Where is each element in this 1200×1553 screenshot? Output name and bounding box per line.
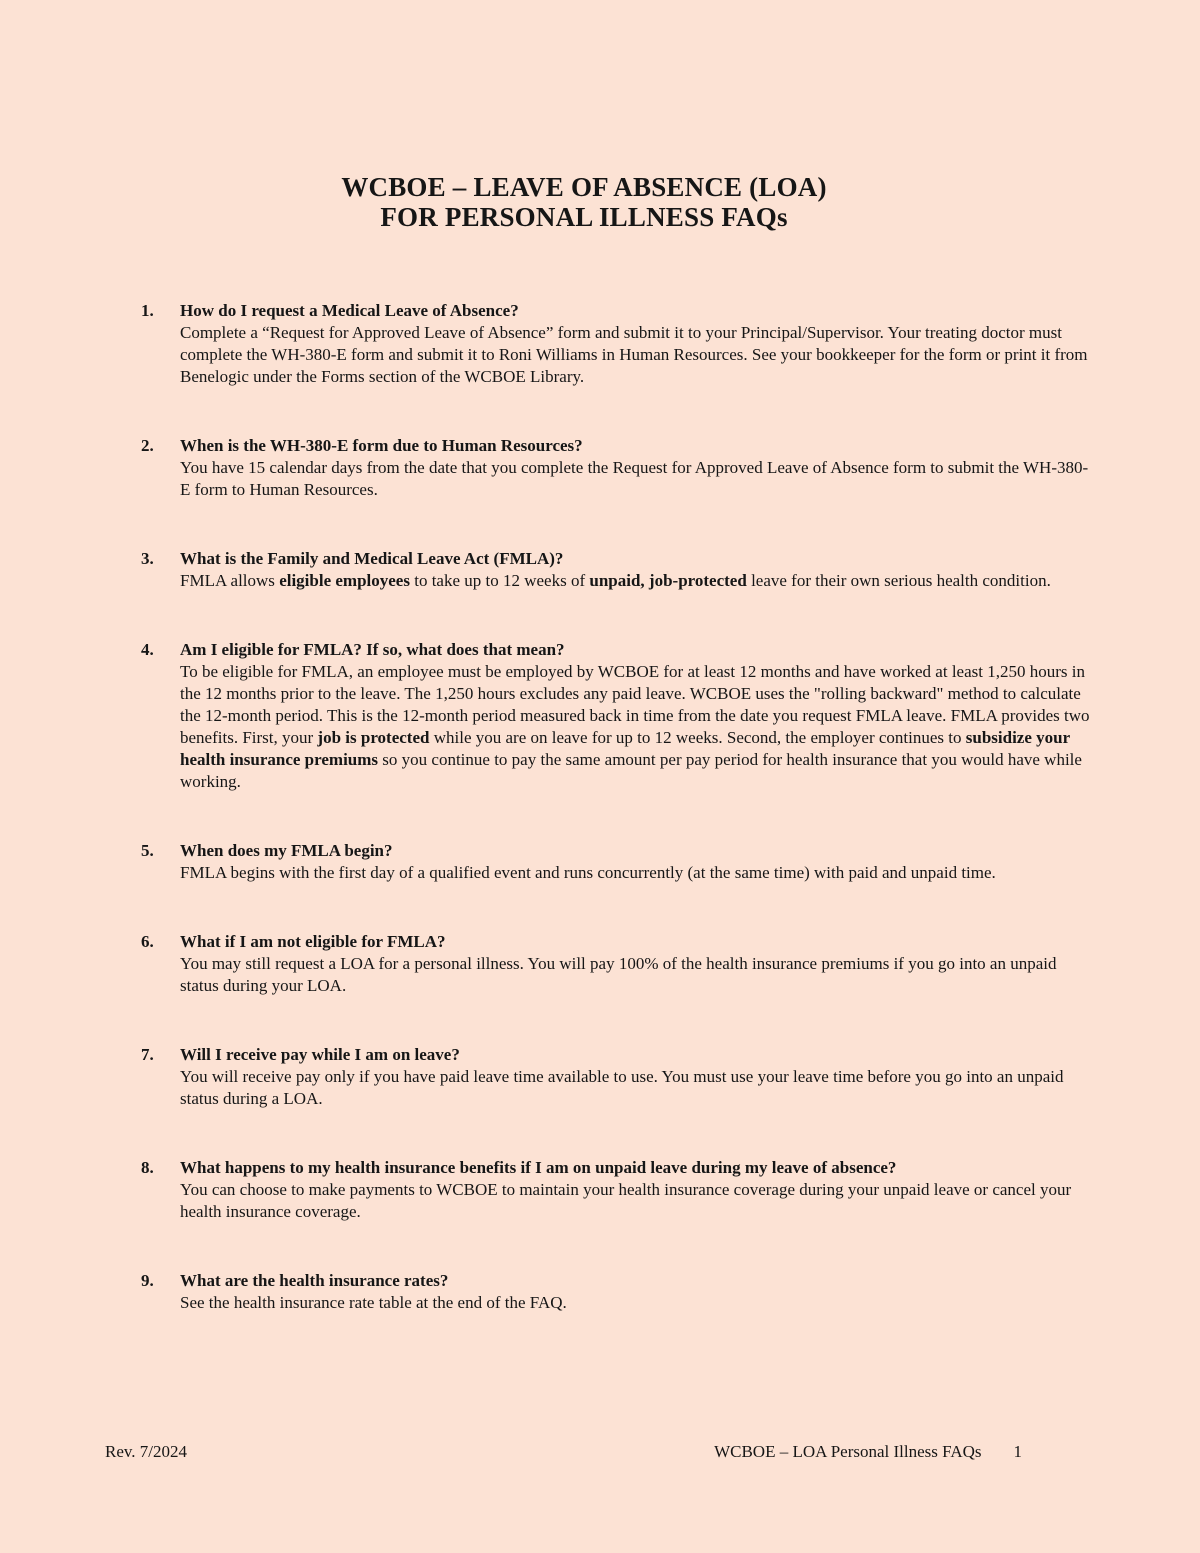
faq-question: What are the health insurance rates?: [180, 1271, 449, 1290]
faq-number: 6.: [141, 932, 154, 951]
faq-answer: To be eligible for FMLA, an employee must be employed by WCBOE for at least 12 months and have worked at least 1,250 hours in the 12 months prior to the leave. The 1,250 hours excludes any paid leave. WCBOE uses the "rolling backward" method to calculate the 12-month period. This is the 12-month period measured back in time from the date you request FMLA leave. FMLA provides two benefits. First, your job is protected while you are on leave for up to 12 weeks. Second, the employer continues to subsidize your health insurance premiums so you continue to pay the same amount per pay period for health insurance that you would have while working.: [180, 662, 1090, 791]
faq-body: [180, 300, 1092, 388]
faq-list: [141, 300, 1095, 1314]
faq-body: [180, 1270, 1092, 1314]
footer-revision: Rev. 7/2024: [105, 1442, 188, 1461]
faq-body: [180, 931, 1092, 997]
faq-answer: See the health insurance rate table at the end of the FAQ.: [180, 1293, 567, 1312]
footer-document-title: WCBOE – LOA Personal Illness FAQs: [714, 1442, 982, 1461]
page-title-line2: FOR PERSONAL ILLNESS FAQs: [380, 202, 788, 232]
footer-right: [714, 1441, 1095, 1463]
faq-number: 5.: [141, 841, 154, 860]
faq-body: [180, 639, 1092, 793]
page-title-line1: WCBOE – LEAVE OF ABSENCE (LOA): [341, 172, 827, 202]
faq-item-5: [141, 840, 1095, 884]
faq-answer: FMLA allows eligible employees to take up to 12 weeks of unpaid, job-protected leave for their own serious health condition.: [180, 571, 1051, 590]
faq-number: 7.: [141, 1045, 154, 1064]
faq-body: [180, 840, 1092, 884]
faq-number: 2.: [141, 436, 154, 455]
faq-question: When does my FMLA begin?: [180, 841, 393, 860]
faq-question: What happens to my health insurance benefits if I am on unpaid leave during my leave of absence?: [180, 1158, 897, 1177]
faq-answer: You will receive pay only if you have paid leave time available to use. You must use your leave time before you go into an unpaid status during a LOA.: [180, 1067, 1064, 1108]
faq-item-9: [141, 1270, 1095, 1314]
faq-item-6: [141, 931, 1095, 997]
faq-number: 8.: [141, 1158, 154, 1177]
faq-item-3: [141, 548, 1095, 592]
faq-body: [180, 548, 1092, 592]
faq-question: How do I request a Medical Leave of Absence?: [180, 301, 519, 320]
faq-item-8: [141, 1157, 1095, 1223]
faq-body: [180, 1044, 1092, 1110]
faq-question: What is the Family and Medical Leave Act (FMLA)?: [180, 549, 564, 568]
faq-answer: You can choose to make payments to WCBOE to maintain your health insurance coverage during your unpaid leave or cancel your health insurance coverage.: [180, 1180, 1072, 1221]
faq-answer: Complete a “Request for Approved Leave of Absence” form and submit it to your Principal/Supervisor. Your treating doctor must complete the WH-380-E form and submit it to Roni Williams in Human Resources. See your bookkeeper for the form or print it from Benelogic under the Forms section of the WCBOE Library.: [180, 323, 1088, 386]
faq-answer: You have 15 calendar days from the date that you complete the Request for Approved Leave of Absence form to submit the WH-380-E form to Human Resources.: [180, 458, 1089, 499]
faq-number: 3.: [141, 549, 154, 568]
faq-question: What if I am not eligible for FMLA?: [180, 932, 446, 951]
faq-item-4: [141, 639, 1095, 793]
faq-number: 1.: [141, 301, 154, 320]
faq-number: 4.: [141, 640, 154, 659]
faq-question: When is the WH-380-E form due to Human Resources?: [180, 436, 583, 455]
faq-item-1: [141, 300, 1095, 388]
faq-number: 9.: [141, 1271, 154, 1290]
faq-body: [180, 1157, 1092, 1223]
page-title: [0, 0, 1200, 232]
faq-item-7: [141, 1044, 1095, 1110]
footer-page-number: 1: [1013, 1442, 1022, 1461]
faq-answer: You may still request a LOA for a personal illness. You will pay 100% of the health insurance premiums if you go into an unpaid status during your LOA.: [180, 954, 1057, 995]
faq-question: Am I eligible for FMLA? If so, what does that mean?: [180, 640, 565, 659]
faq-answer: FMLA begins with the first day of a qualified event and runs concurrently (at the same time) with paid and unpaid time.: [180, 863, 996, 882]
faq-item-2: [141, 435, 1095, 501]
faq-question: Will I receive pay while I am on leave?: [180, 1045, 460, 1064]
faq-body: [180, 435, 1092, 501]
page-footer: [105, 1441, 1095, 1463]
